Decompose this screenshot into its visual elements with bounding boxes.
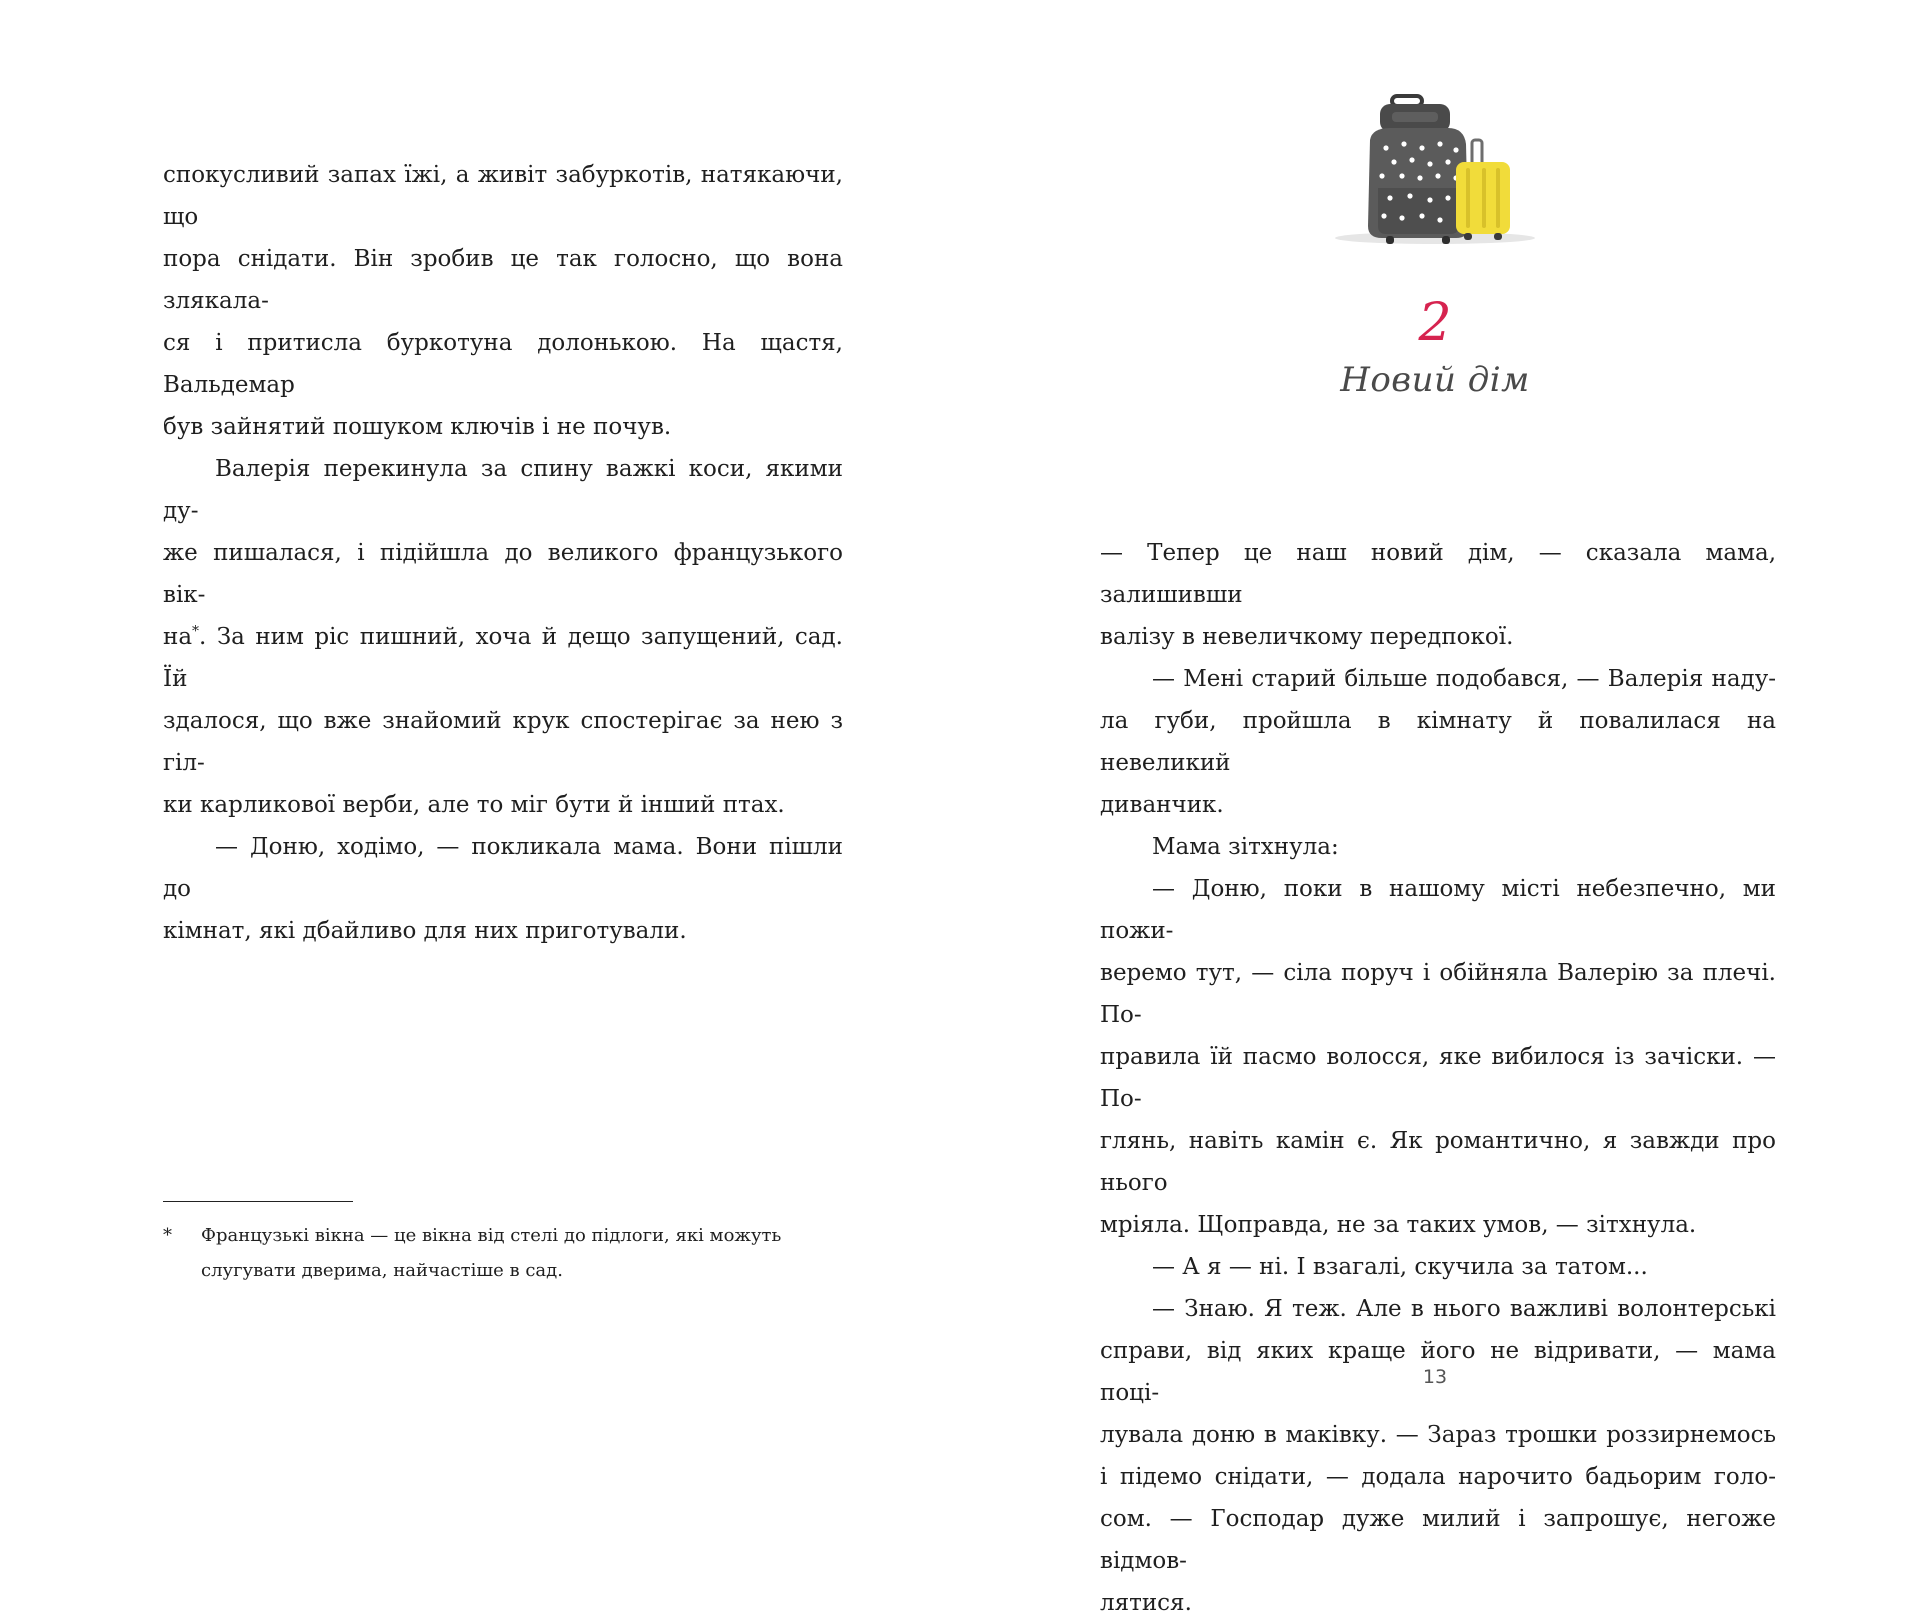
chapter-title: Новий дім (1340, 360, 1530, 400)
footnote-line: Французькі вікна — це вікна від стелі до підлоги, які можуть (201, 1225, 782, 1246)
right-line: — А я — ні. І взагалі, скучила за татом... (1152, 1254, 1648, 1280)
footnote-line: слугувати дверима, найчастіше в сад. (201, 1260, 563, 1281)
page-number: 13 (1422, 1366, 1448, 1388)
right-line: ла губи, пройшла в кімнату й повалилася на невеликий (1100, 708, 1776, 776)
footnote-marker: * (192, 623, 200, 640)
left-line: Валерія перекинула за спину важкі коси, якими ду- (163, 456, 843, 524)
left-line: — Доню, ходімо, — покликала мама. Вони пішли до (163, 834, 843, 902)
footnote (163, 1218, 803, 1288)
footnote-star: * (163, 1225, 172, 1246)
right-line: лувала доню в маківку. — Зараз трошки роззирнемось (1100, 1422, 1776, 1448)
luggage-icon (1330, 78, 1540, 258)
left-line: спокусливий запах їжі, а живіт забуркотів, натякаючи, що (163, 162, 843, 230)
right-line: Мама зітхнула: (1152, 834, 1339, 860)
left-line: ки карликової верби, але то міг бути й інший птах. (163, 792, 785, 818)
left-line: пора снідати. Він зробив це так голосно, що вона злякала- (163, 246, 843, 314)
right-line: — Тепер це наш новий дім, — сказала мама, залишивши (1100, 540, 1776, 608)
right-line: сом. — Господар дуже милий і запрошує, негоже відмов- (1100, 1506, 1776, 1574)
right-line: лятися. (1100, 1590, 1192, 1616)
right-line: веремо тут, — сіла поруч і обійняла Валерію за плечі. По- (1100, 960, 1776, 1028)
left-line: ся і притисла буркотуна долонькою. На щастя, Вальдемар (163, 330, 843, 398)
left-line-rest: . За ним ріс пишний, хоча й дещо запущений, сад. Їй (163, 624, 843, 692)
right-line: і підемо снідати, — додала нарочито бадьорим голо- (1100, 1464, 1776, 1490)
right-line: правила їй пасмо волосся, яке вибилося із зачіски. — По- (1100, 1044, 1776, 1112)
left-line: здалося, що вже знайомий крук спостерігає за нею з гіл- (163, 708, 843, 776)
right-line: валізу в невеличкому передпокої. (1100, 624, 1514, 650)
chapter-number: 2 (1418, 293, 1452, 353)
right-page-text (1100, 532, 1776, 1624)
right-line: справи, від яких краще його не відривати, — мама поці- (1100, 1338, 1776, 1406)
left-line-start: на (163, 624, 193, 650)
left-line: був зайнятий пошуком ключів і не почув. (163, 414, 672, 440)
left-line (163, 616, 843, 700)
right-line: — Доню, поки в нашому місті небезпечно, ми пожи- (1100, 876, 1776, 944)
left-line: же пишалася, і підійшла до великого французького вік- (163, 540, 843, 608)
left-page-text (163, 154, 843, 952)
footnote-divider (163, 1201, 353, 1202)
left-line: кімнат, які дбайливо для них приготували. (163, 918, 687, 944)
right-line: мріяла. Щоправда, не за таких умов, — зітхнула. (1100, 1212, 1697, 1238)
right-line: диванчик. (1100, 792, 1224, 818)
right-line: — Знаю. Я теж. Але в нього важливі волонтерські (1152, 1296, 1776, 1322)
right-line: — Мені старий більше подобався, — Валерія наду- (1152, 666, 1776, 692)
right-line: глянь, навіть камін є. Як романтично, я завжди про нього (1100, 1128, 1776, 1196)
